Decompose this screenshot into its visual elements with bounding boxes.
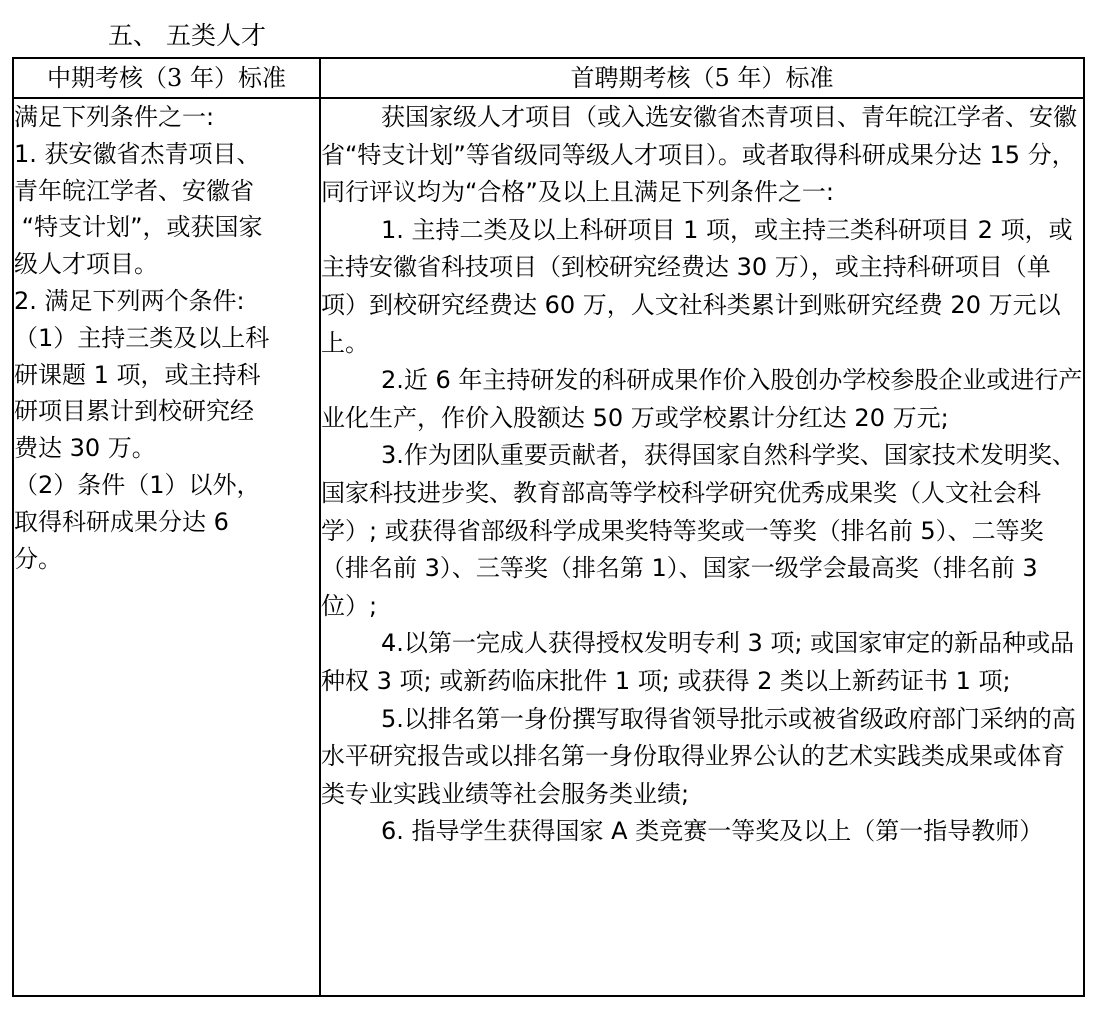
- first-term-condition-2: 2.近 6 年主持研发的科研成果作价入股创办学校参股企业或进行产业化生产，作价入股额达 50 万或学校累计分红达 20 万元;: [321, 366, 1083, 432]
- header-row: [13, 58, 1084, 98]
- first-term-condition-4: 4.以第一完成人获得授权发明专利 3 项; 或国家审定的新品种或品种权 3 项; 或新药临床批件 1 项; 或获得 2 类以上新药证书 1 项;: [321, 629, 1075, 695]
- first-term-condition-3: 3.作为团队重要贡献者，获得国家自然科学奖、国家技术发明奖、国家科技进步奖、教育部高等学校科学研究优秀成果奖（人文社会科学）; 或获得省部级科学成果奖特等奖或一等奖（排名前 5）、二等奖（排名前 3）、三等奖（排名第 1）、国家一级学会最高奖（排名前 3 位）;: [321, 441, 1076, 620]
- first-term-condition-1: 1. 主持二类及以上科研项目 1 项，或主持三类科研项目 2 项，或主持安徽省科技项目（到校研究经费达 30 万），或主持科研项目（单项）到校研究经费达 60 万，人文社科类累计到账研究经费 20 万元以上。: [321, 215, 1073, 357]
- section-title: 五、 五类人才: [108, 21, 266, 50]
- midterm-condition-2-item-1: （1）主持三类及以上科 研课题 1 项，或主持科 研项目累计到校研究经 费达 30 万。: [14, 323, 270, 463]
- midterm-header: 中期考核（3 年）标准: [13, 58, 320, 98]
- first-term-condition-6: 6. 指导学生获得国家 A 类竞赛一等奖及以上（第一指导教师）: [381, 817, 1044, 846]
- first-term-condition-5: 5.以排名第一身份撰写取得省领导批示或被省级政府部门采纳的高水平研究报告或以排名第一身份取得业界公认的艺术实践类成果或体育类专业实践业绩等社会服务类业绩;: [321, 704, 1076, 808]
- first-term-intro: 获国家级人才项目（或入选安徽省杰青项目、青年皖江学者、安徽省“特支计划”等省级同等级人才项目）。或者取得科研成果分达 15 分，同行评议均为“合格”及以上且满足下列条件之一:: [321, 103, 1077, 207]
- midterm-condition-2: 2. 满足下列两个条件:: [14, 286, 245, 315]
- midterm-intro: 满足下列条件之一:: [14, 103, 215, 131]
- midterm-criteria-cell: [13, 98, 320, 996]
- first-term-criteria-cell: [320, 98, 1084, 996]
- criteria-row: [13, 98, 1084, 996]
- criteria-table: [12, 57, 1085, 997]
- midterm-condition-1: 1. 获安徽省杰青项目、 青年皖江学者、安徽省 “特支计划”，或获国家 级人才项目。: [14, 139, 263, 279]
- first-term-header: 首聘期考核（5 年）标准: [320, 58, 1084, 98]
- midterm-condition-2-item-2: （2）条件（1）以外， 取得科研成果分达 6 分。: [14, 470, 261, 573]
